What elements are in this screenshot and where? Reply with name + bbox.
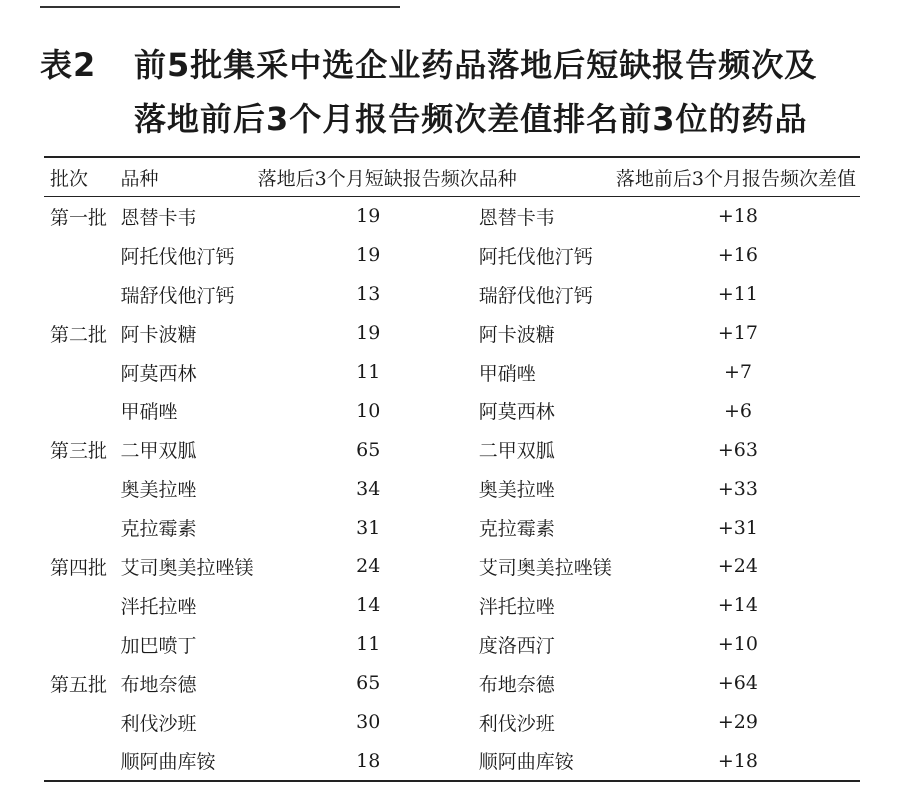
cell-frequency-diff: +18	[717, 749, 758, 772]
cell-drug-name-2: 克拉霉素	[478, 518, 555, 541]
cell-batch	[44, 741, 121, 781]
header-batch: 批次	[50, 167, 89, 190]
cell-post-frequency: 10	[356, 399, 381, 422]
cell-post-frequency: 65	[356, 438, 381, 461]
cell-drug-name: 布地奈德	[120, 673, 197, 696]
cell-frequency-diff: +6	[723, 399, 752, 422]
cell-batch	[44, 586, 121, 625]
cell-frequency-diff: +7	[723, 361, 752, 383]
cell-post-frequency: 34	[356, 477, 381, 500]
cell-drug-name-2: 布地奈德	[478, 673, 555, 696]
cell-frequency-diff: +10	[717, 633, 758, 656]
cell-drug-name: 恩替卡韦	[120, 206, 197, 229]
table-title-line2: 落地前后3个月报告频次差值排名前3位的药品	[134, 100, 808, 138]
table-row	[44, 741, 860, 781]
cell-drug-name: 阿莫西林	[120, 362, 197, 385]
cell-post-frequency: 31	[356, 516, 381, 539]
cell-post-frequency: 18	[356, 749, 381, 772]
cell-batch: 第一批	[50, 206, 108, 229]
header-drug-name-2: 品种	[478, 167, 517, 190]
cell-drug-name: 泮托拉唑	[120, 595, 197, 618]
cell-drug-name-2: 阿卡波糖	[478, 323, 555, 346]
cell-drug-name-2: 度洛西汀	[478, 634, 555, 657]
table-body	[44, 197, 860, 782]
table-row	[44, 703, 860, 742]
cell-batch	[44, 236, 121, 275]
cell-frequency-diff: +64	[717, 672, 758, 695]
cell-frequency-diff: +63	[717, 438, 758, 461]
table-row	[44, 547, 860, 586]
cell-drug-name: 瑞舒伐他汀钙	[120, 284, 235, 307]
table-row	[44, 430, 860, 469]
table-row	[44, 275, 860, 314]
cell-drug-name: 阿卡波糖	[120, 323, 197, 346]
table-row	[44, 508, 860, 547]
table-row	[44, 664, 860, 703]
table-row	[44, 197, 860, 236]
cell-drug-name-2: 阿托伐他汀钙	[478, 245, 593, 268]
table-row	[44, 469, 860, 508]
cell-frequency-diff: +31	[717, 516, 758, 539]
table-row	[44, 586, 860, 625]
table-row	[44, 236, 860, 275]
cell-batch	[44, 703, 121, 742]
cell-post-frequency: 24	[356, 555, 381, 578]
cell-drug-name-2: 恩替卡韦	[478, 206, 555, 229]
cell-drug-name-2: 顺阿曲库铵	[478, 751, 574, 774]
previous-table-bottom-rule	[40, 0, 400, 8]
cell-frequency-diff: +29	[717, 711, 758, 734]
cell-drug-name: 加巴喷丁	[120, 634, 197, 657]
cell-post-frequency: 19	[356, 322, 381, 345]
cell-post-frequency: 65	[356, 672, 381, 695]
cell-frequency-diff: +11	[717, 283, 758, 306]
cell-batch	[44, 275, 121, 314]
cell-post-frequency: 19	[356, 244, 381, 267]
cell-post-frequency: 30	[356, 711, 381, 734]
cell-drug-name-2: 泮托拉唑	[478, 595, 555, 618]
table-row	[44, 314, 860, 353]
cell-batch: 第四批	[50, 556, 108, 579]
cell-drug-name: 顺阿曲库铵	[120, 751, 216, 774]
cell-batch: 第三批	[50, 440, 108, 463]
cell-frequency-diff: +18	[717, 205, 758, 228]
cell-post-frequency: 13	[356, 283, 381, 306]
cell-drug-name-2: 利伐沙班	[478, 712, 555, 735]
cell-frequency-diff: +17	[717, 322, 758, 345]
cell-batch: 第五批	[50, 673, 108, 696]
table-row	[44, 625, 860, 664]
cell-frequency-diff: +33	[717, 477, 758, 500]
cell-drug-name: 阿托伐他汀钙	[120, 245, 235, 268]
cell-drug-name: 奥美拉唑	[120, 479, 197, 502]
cell-post-frequency: 19	[356, 205, 381, 228]
cell-frequency-diff: +14	[717, 594, 758, 617]
cell-frequency-diff: +16	[717, 244, 758, 267]
cell-batch	[44, 469, 121, 508]
cell-drug-name-2: 甲硝唑	[478, 362, 536, 385]
table-row	[44, 391, 860, 430]
cell-drug-name-2: 艾司奥美拉唑镁	[478, 556, 612, 579]
cell-drug-name: 艾司奥美拉唑镁	[120, 556, 254, 579]
drug-shortage-table	[44, 156, 860, 782]
table-row	[44, 353, 860, 392]
cell-batch	[44, 391, 121, 430]
cell-batch	[44, 353, 121, 392]
cell-frequency-diff: +24	[717, 555, 758, 578]
cell-batch: 第二批	[50, 323, 108, 346]
cell-drug-name-2: 奥美拉唑	[478, 479, 555, 502]
cell-post-frequency: 11	[356, 361, 381, 383]
header-drug-name: 品种	[120, 167, 159, 190]
cell-drug-name-2: 二甲双胍	[478, 440, 555, 463]
table-title	[40, 38, 817, 146]
cell-drug-name-2: 瑞舒伐他汀钙	[478, 284, 593, 307]
header-post-frequency: 落地后3个月短缺报告频次	[257, 167, 479, 190]
cell-drug-name: 克拉霉素	[120, 518, 197, 541]
cell-batch	[44, 625, 121, 664]
cell-post-frequency: 14	[356, 594, 381, 617]
cell-drug-name: 甲硝唑	[120, 401, 178, 424]
header-frequency-diff: 落地前后3个月报告频次差值	[615, 167, 856, 190]
cell-batch	[44, 508, 121, 547]
cell-drug-name: 二甲双胍	[120, 440, 197, 463]
cell-drug-name-2: 阿莫西林	[478, 401, 555, 424]
cell-drug-name: 利伐沙班	[120, 712, 197, 735]
table-label: 表2	[40, 46, 97, 84]
cell-post-frequency: 11	[356, 633, 381, 656]
table-title-line1: 表2 前5批集采中选企业药品落地后短缺报告频次及	[40, 38, 817, 92]
header-row	[44, 157, 860, 197]
